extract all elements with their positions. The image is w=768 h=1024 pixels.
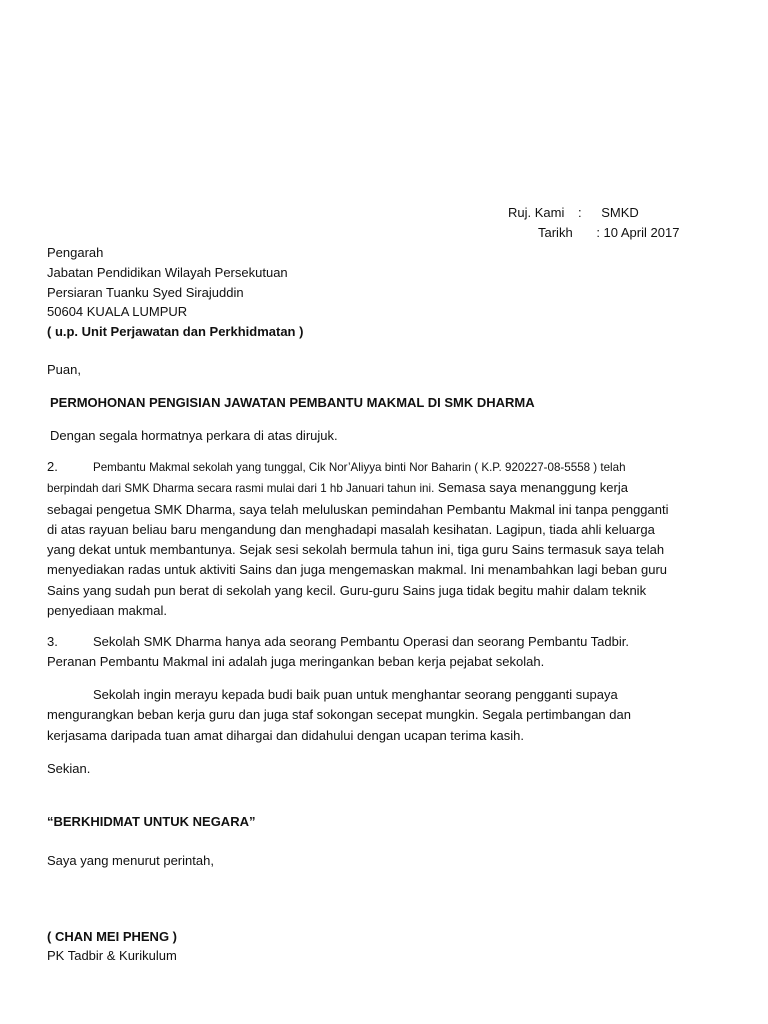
signatory-name: ( CHAN MEI PHENG ) [47, 929, 177, 944]
recipient-line-4: 50604 KUALA LUMPUR [47, 304, 188, 319]
paragraph-2-line-3: sebagai pengetua SMK Dharma, saya telah meluluskan pemindahan Pembantu Makmal ini tanpa pengganti [47, 501, 669, 517]
paragraph-2-line-8: penyediaan makmal. [47, 603, 167, 619]
ruj-label: Ruj. Kami [508, 205, 565, 220]
paragraph-4-line-1: Sekolah ingin merayu kepada budi baik puan untuk menghantar seorang pengganti supaya [93, 687, 618, 702]
salutation: Puan, [47, 362, 81, 377]
reference-ruj-row [508, 203, 639, 223]
opening-line: Dengan segala hormatnya perkara di atas dirujuk. [50, 428, 338, 443]
paragraph-3-number: 3. [47, 634, 58, 649]
sign-off: Saya yang menurut perintah, [47, 853, 214, 868]
paragraph-3-line-2: Peranan Pembantu Makmal ini adalah juga meringankan beban kerja pejabat sekolah. [47, 654, 545, 670]
ruj-colon: : [577, 205, 582, 220]
paragraph-2-line-1: Pembantu Makmal sekolah yang tunggal, Cik Nor’Aliyya binti Nor Baharin ( K.P. 920227-08-5558 ) telah [93, 461, 626, 474]
paragraph-2-number: 2. [47, 459, 58, 474]
paragraph-2-line-2a: berpindah dari SMK Dharma secara rasmi mulai dari 1 hb Januari tahun ini. [47, 482, 435, 496]
reference-tarikh-row [538, 223, 679, 243]
closing-line: Sekian. [47, 761, 91, 776]
paragraph-2-line-4: di atas rayuan beliau baru mengandung dan menghadapi masalah kesihatan. Lagipun, tiada ahli keluarga [47, 521, 655, 537]
paragraph-4-line-3: kerjasama daripada tuan amat dihargai dan didahului dengan ucapan terima kasih. [47, 727, 524, 743]
paragraph-3 [47, 632, 727, 673]
paragraph-2 [47, 457, 727, 621]
subject-heading: PERMOHONAN PENGISIAN JAWATAN PEMBANTU MAKMAL DI SMK DHARMA [50, 395, 535, 410]
recipient-line-1: Pengarah [47, 245, 104, 260]
recipient-line-2: Jabatan Pendidikan Wilayah Persekutuan [47, 265, 288, 280]
paragraph-2-line-5: yang dekat untuk membantunya. Sejak sesi sekolah bermula tahun ini, tiga guru Sains termasuk saya telah [47, 542, 665, 558]
paragraph-2-line-2b: Semasa saya menanggung kerja [434, 480, 628, 496]
paragraph-3-line-1: Sekolah SMK Dharma hanya ada seorang Pembantu Operasi dan seorang Pembantu Tadbir. [93, 634, 629, 649]
paragraph-4-line-2: mengurangkan beban kerja guru dan juga staf sokongan secepat mungkin. Segala pertimbangan dan [47, 707, 631, 723]
recipient-line-3: Persiaran Tuanku Syed Sirajuddin [47, 285, 244, 300]
paragraph-2-line-6: menyediakan radas untuk aktiviti Sains dan juga mengemaskan makmal. Ini menambahkan lagi beban guru [47, 562, 668, 578]
motto: “BERKHIDMAT UNTUK NEGARA” [47, 814, 256, 829]
recipient-attention: ( u.p. Unit Perjawatan dan Perkhidmatan ) [47, 324, 304, 339]
ruj-value: SMKD [601, 205, 639, 220]
tarikh-label: Tarikh [538, 225, 573, 240]
signatory-title: PK Tadbir & Kurikulum [47, 948, 177, 963]
paragraph-4 [47, 685, 727, 746]
tarikh-value: : 10 April 2017 [596, 225, 680, 240]
paragraph-2-line-7: Sains yang sudah pun berat di sekolah yang kecil. Guru-guru Sains juga tidak begitu mahir dalam teknik [47, 582, 647, 598]
